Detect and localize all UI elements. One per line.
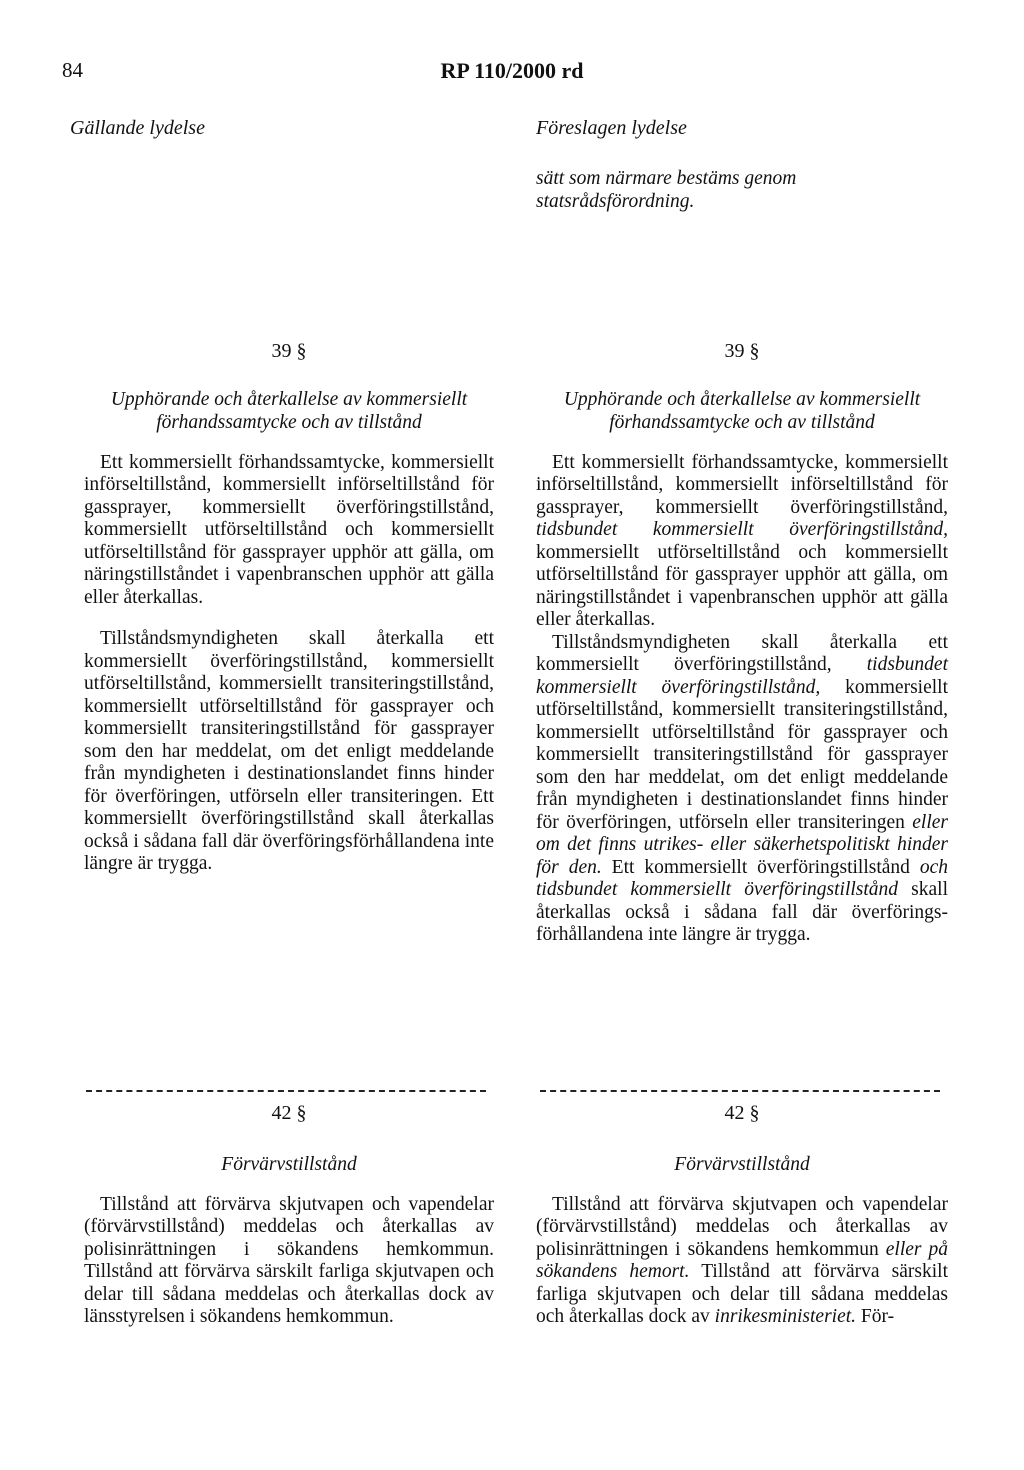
- section-title: Upphörande och återkallelse av kommersiellt förhandssamtycke och av tillstånd: [563, 388, 921, 433]
- paragraph: Ett kommersiellt förhandssamtycke, kommersiellt införseltillstånd, kommersiellt införseltillstånd för gassprayer, kommersiellt överföringstillstånd, kommersiellt utförseltillstånd och kommersiellt utförseltillstånd för gassprayer upphör att gälla, om näringstillståndet i vapenbranschen upphör att gälla eller återkallas.: [84, 451, 494, 608]
- section-title: Förvärvstillstånd: [221, 1153, 357, 1175]
- section-number: 42 §: [271, 1102, 307, 1124]
- paragraph: Tillstånd att förvärva skjutvapen och vapendelar (förvärvstillstånd) meddelas och återkallas av polisinrättningen i sökandens hemkommun. Tillstånd att förvärva särskilt farliga skjutvapen och delar till sådana meddelas och återkallas dock av länsstyrelsen i sökandens hemkommun.: [84, 1193, 494, 1327]
- left-section-39: [84, 340, 494, 876]
- right-section-39: [536, 340, 948, 947]
- section-title: Upphörande och återkallelse av kommersiellt förhandssamtycke och av tillstånd: [110, 388, 468, 433]
- page-number: 84: [62, 58, 83, 82]
- left-section-42: [84, 1102, 494, 1329]
- paragraph: Tillstånd att förvärva skjutvapen och vapendelar (förvärvstillstånd) meddelas och återkallas av polisinrättningen i sökandens hemkommun eller på sökandens hemort. Tillstånd att förvärva särskilt farliga skjutvapen och delar till sådana meddelas och återkallas dock av inrikesministeriet. För-: [536, 1193, 948, 1327]
- section-number: 42 §: [724, 1102, 760, 1124]
- document-id: RP 110/2000 rd: [440, 58, 584, 83]
- paragraph: Ett kommersiellt förhandssamtycke, kommersiellt införseltillstånd, kommersiellt införseltillstånd för gassprayer, kommersiellt överföringstillstånd, tidsbundet kommersiellt överföringstillstånd, kommersiellt utförseltillstånd och kommersiellt utförseltillstånd för gassprayer upphör att gälla, om näringstillståndet i vapenbranschen upphör att gälla eller återkallas.: [536, 451, 948, 630]
- column-heading-proposed: Föreslagen lydelse: [536, 117, 687, 139]
- section-number: 39 §: [271, 340, 307, 362]
- column-heading-current: Gällande lydelse: [70, 117, 205, 139]
- paragraph: Tillståndsmyndigheten skall återkalla ett kommersiellt överföringstillstånd, kommersiellt utförseltillstånd, kommersiellt transiteringstillstånd, kommersiellt utförseltillstånd för gassprayer och kommersiellt transiteringstillstånd för gassprayer som den har meddelat, om det enligt meddelande från myndigheten i destinationslandet finns hinder för överföringen, utförseln eller transiteringen. Ett kommersiellt överföringstillstånd skall återkallas också i sådana fall där överföringsförhållandena inte längre är trygga.: [84, 628, 494, 874]
- paragraph: Tillståndsmyndigheten skall återkalla ett kommersiellt överföringstillstånd, tidsbundet kommersiellt överföringstillstånd, kommersiellt utförseltillstånd, kommersiellt transiteringstillstånd, kommersiellt utförseltillstånd för gassprayer och kommersiellt transiteringstillstånd för gassprayer som den har meddelat, om det enligt meddelande från myndigheten i destinationslandet finns hinder för överföringen, utförseln eller transiteringen eller om det finns utrikes- eller säkerhetspolitiskt hinder för den. Ett kommersiellt överföringstillstånd och tidsbundet kommersiellt överföringstillstånd skall återkallas också i sådana fall där överförings- förhållandena inte längre är trygga.: [536, 631, 948, 945]
- section-title: Förvärvstillstånd: [674, 1153, 810, 1175]
- right-section-42: [536, 1102, 948, 1329]
- right-intro-text: sätt som närmare bestäms genom statsrådsförordning.: [536, 168, 797, 212]
- omission-divider-left: [86, 1090, 486, 1092]
- omission-divider-right: [540, 1090, 940, 1092]
- section-number: 39 §: [724, 340, 760, 362]
